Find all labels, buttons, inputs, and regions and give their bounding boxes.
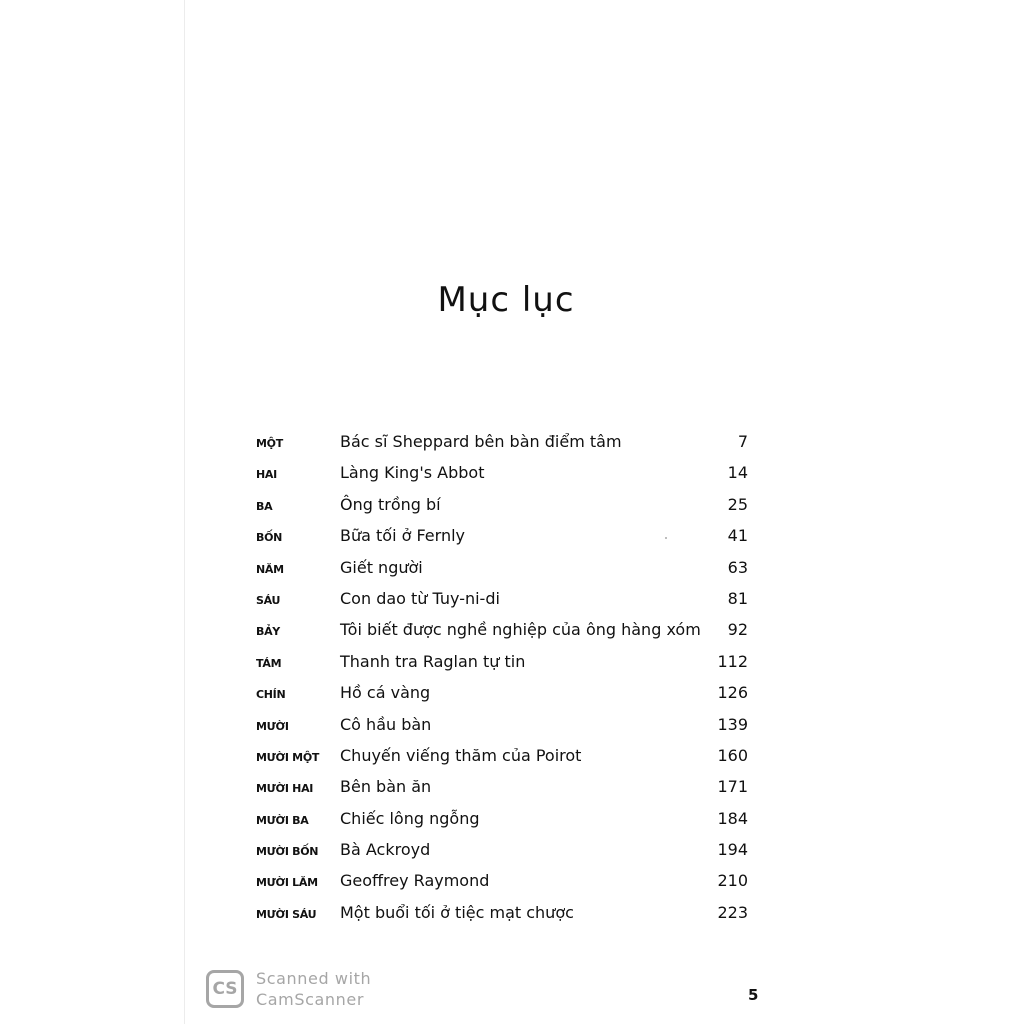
chapter-number: MƯỜI MỘT <box>256 750 320 764</box>
toc-entry <box>256 836 756 867</box>
chapter-page: 81 <box>727 588 748 608</box>
chapter-title: Tôi biết được nghề nghiệp của ông hàng xóm <box>340 620 701 640</box>
chapter-title: Thanh tra Raglan tự tin <box>340 651 526 671</box>
chapter-title: Bác sĩ Sheppard bên bàn điểm tâm <box>340 432 622 451</box>
chapter-number: MƯỜI BỐN <box>256 845 319 859</box>
chapter-title: Giết người <box>340 557 423 577</box>
chapter-title: Geoffrey Raymond <box>340 871 490 891</box>
watermark-text <box>256 968 371 1010</box>
watermark-line-2: CamScanner <box>256 990 365 1009</box>
chapter-number: MƯỜI LĂM <box>256 876 318 890</box>
chapter-title: Chiếc lông ngỗng <box>340 808 480 828</box>
chapter-page: 184 <box>717 808 748 828</box>
toc-entry <box>256 585 756 616</box>
chapter-title: Làng King's Abbot <box>340 463 485 483</box>
toc-entry <box>256 711 756 742</box>
page-fold-line <box>184 0 185 1024</box>
chapter-page: 92 <box>727 620 748 640</box>
chapter-title: Chuyến viếng thăm của Poirot <box>340 745 582 765</box>
toc-entry <box>256 616 756 647</box>
toc-entry <box>256 522 756 553</box>
chapter-page: 126 <box>717 683 748 703</box>
chapter-number: MỘT <box>256 437 283 450</box>
toc-entry <box>256 648 756 679</box>
chapter-page: 63 <box>727 557 748 577</box>
chapter-page: 25 <box>727 494 748 514</box>
chapter-number: BỐN <box>256 531 283 545</box>
chapter-number: CHÍN <box>256 688 286 702</box>
camscanner-logo-icon: CS <box>206 970 244 1008</box>
chapter-title: Bà Ackroyd <box>340 840 431 860</box>
chapter-number: MƯỜI BA <box>256 813 309 827</box>
page-number: 5 <box>748 986 759 1004</box>
chapter-number: MƯỜI <box>256 719 289 733</box>
chapter-title: Một buổi tối ở tiệc mạt chược <box>340 902 574 922</box>
chapter-page: 41 <box>727 526 748 546</box>
toc-entry <box>256 805 756 836</box>
chapter-number: MƯỜI HAI <box>256 782 314 796</box>
toc-entry <box>256 459 756 490</box>
toc-entry <box>256 491 756 522</box>
chapter-page: 7 <box>737 432 748 451</box>
chapter-page: 14 <box>727 463 748 483</box>
chapter-title: Bên bàn ăn <box>340 777 432 797</box>
chapter-page: 194 <box>717 840 748 860</box>
chapter-number: BA <box>256 499 273 513</box>
toc-entry <box>256 867 756 898</box>
chapter-title: Con dao từ Tuy-ni-di <box>340 588 500 608</box>
table-of-contents <box>256 428 756 930</box>
chapter-number: NĂM <box>256 562 284 576</box>
chapter-number: BẢY <box>256 625 280 639</box>
page-title: Mục lục <box>437 280 575 320</box>
toc-entry <box>256 899 756 930</box>
toc-entry <box>256 773 756 804</box>
scan-speck <box>665 537 667 539</box>
chapter-page: 171 <box>717 777 748 797</box>
chapter-title: Cô hầu bàn <box>340 714 432 734</box>
chapter-number: SÁU <box>256 593 281 607</box>
watermark-line-1: Scanned with <box>256 969 372 988</box>
chapter-title: Ông trồng bí <box>340 494 441 514</box>
chapter-page: 160 <box>717 745 748 765</box>
chapter-number: TÁM <box>256 656 282 670</box>
chapter-number: MƯỜI SÁU <box>256 907 317 921</box>
chapter-page: 223 <box>717 902 748 922</box>
toc-entry <box>256 554 756 585</box>
camscanner-watermark <box>206 968 371 1010</box>
toc-entry <box>256 428 756 459</box>
chapter-title: Hồ cá vàng <box>340 683 431 703</box>
chapter-page: 210 <box>717 871 748 891</box>
chapter-page: 139 <box>717 714 748 734</box>
chapter-page: 112 <box>717 651 748 671</box>
chapter-number: HAI <box>256 468 277 482</box>
chapter-title: Bữa tối ở Fernly <box>340 526 465 546</box>
toc-entry <box>256 742 756 773</box>
toc-entry <box>256 679 756 710</box>
